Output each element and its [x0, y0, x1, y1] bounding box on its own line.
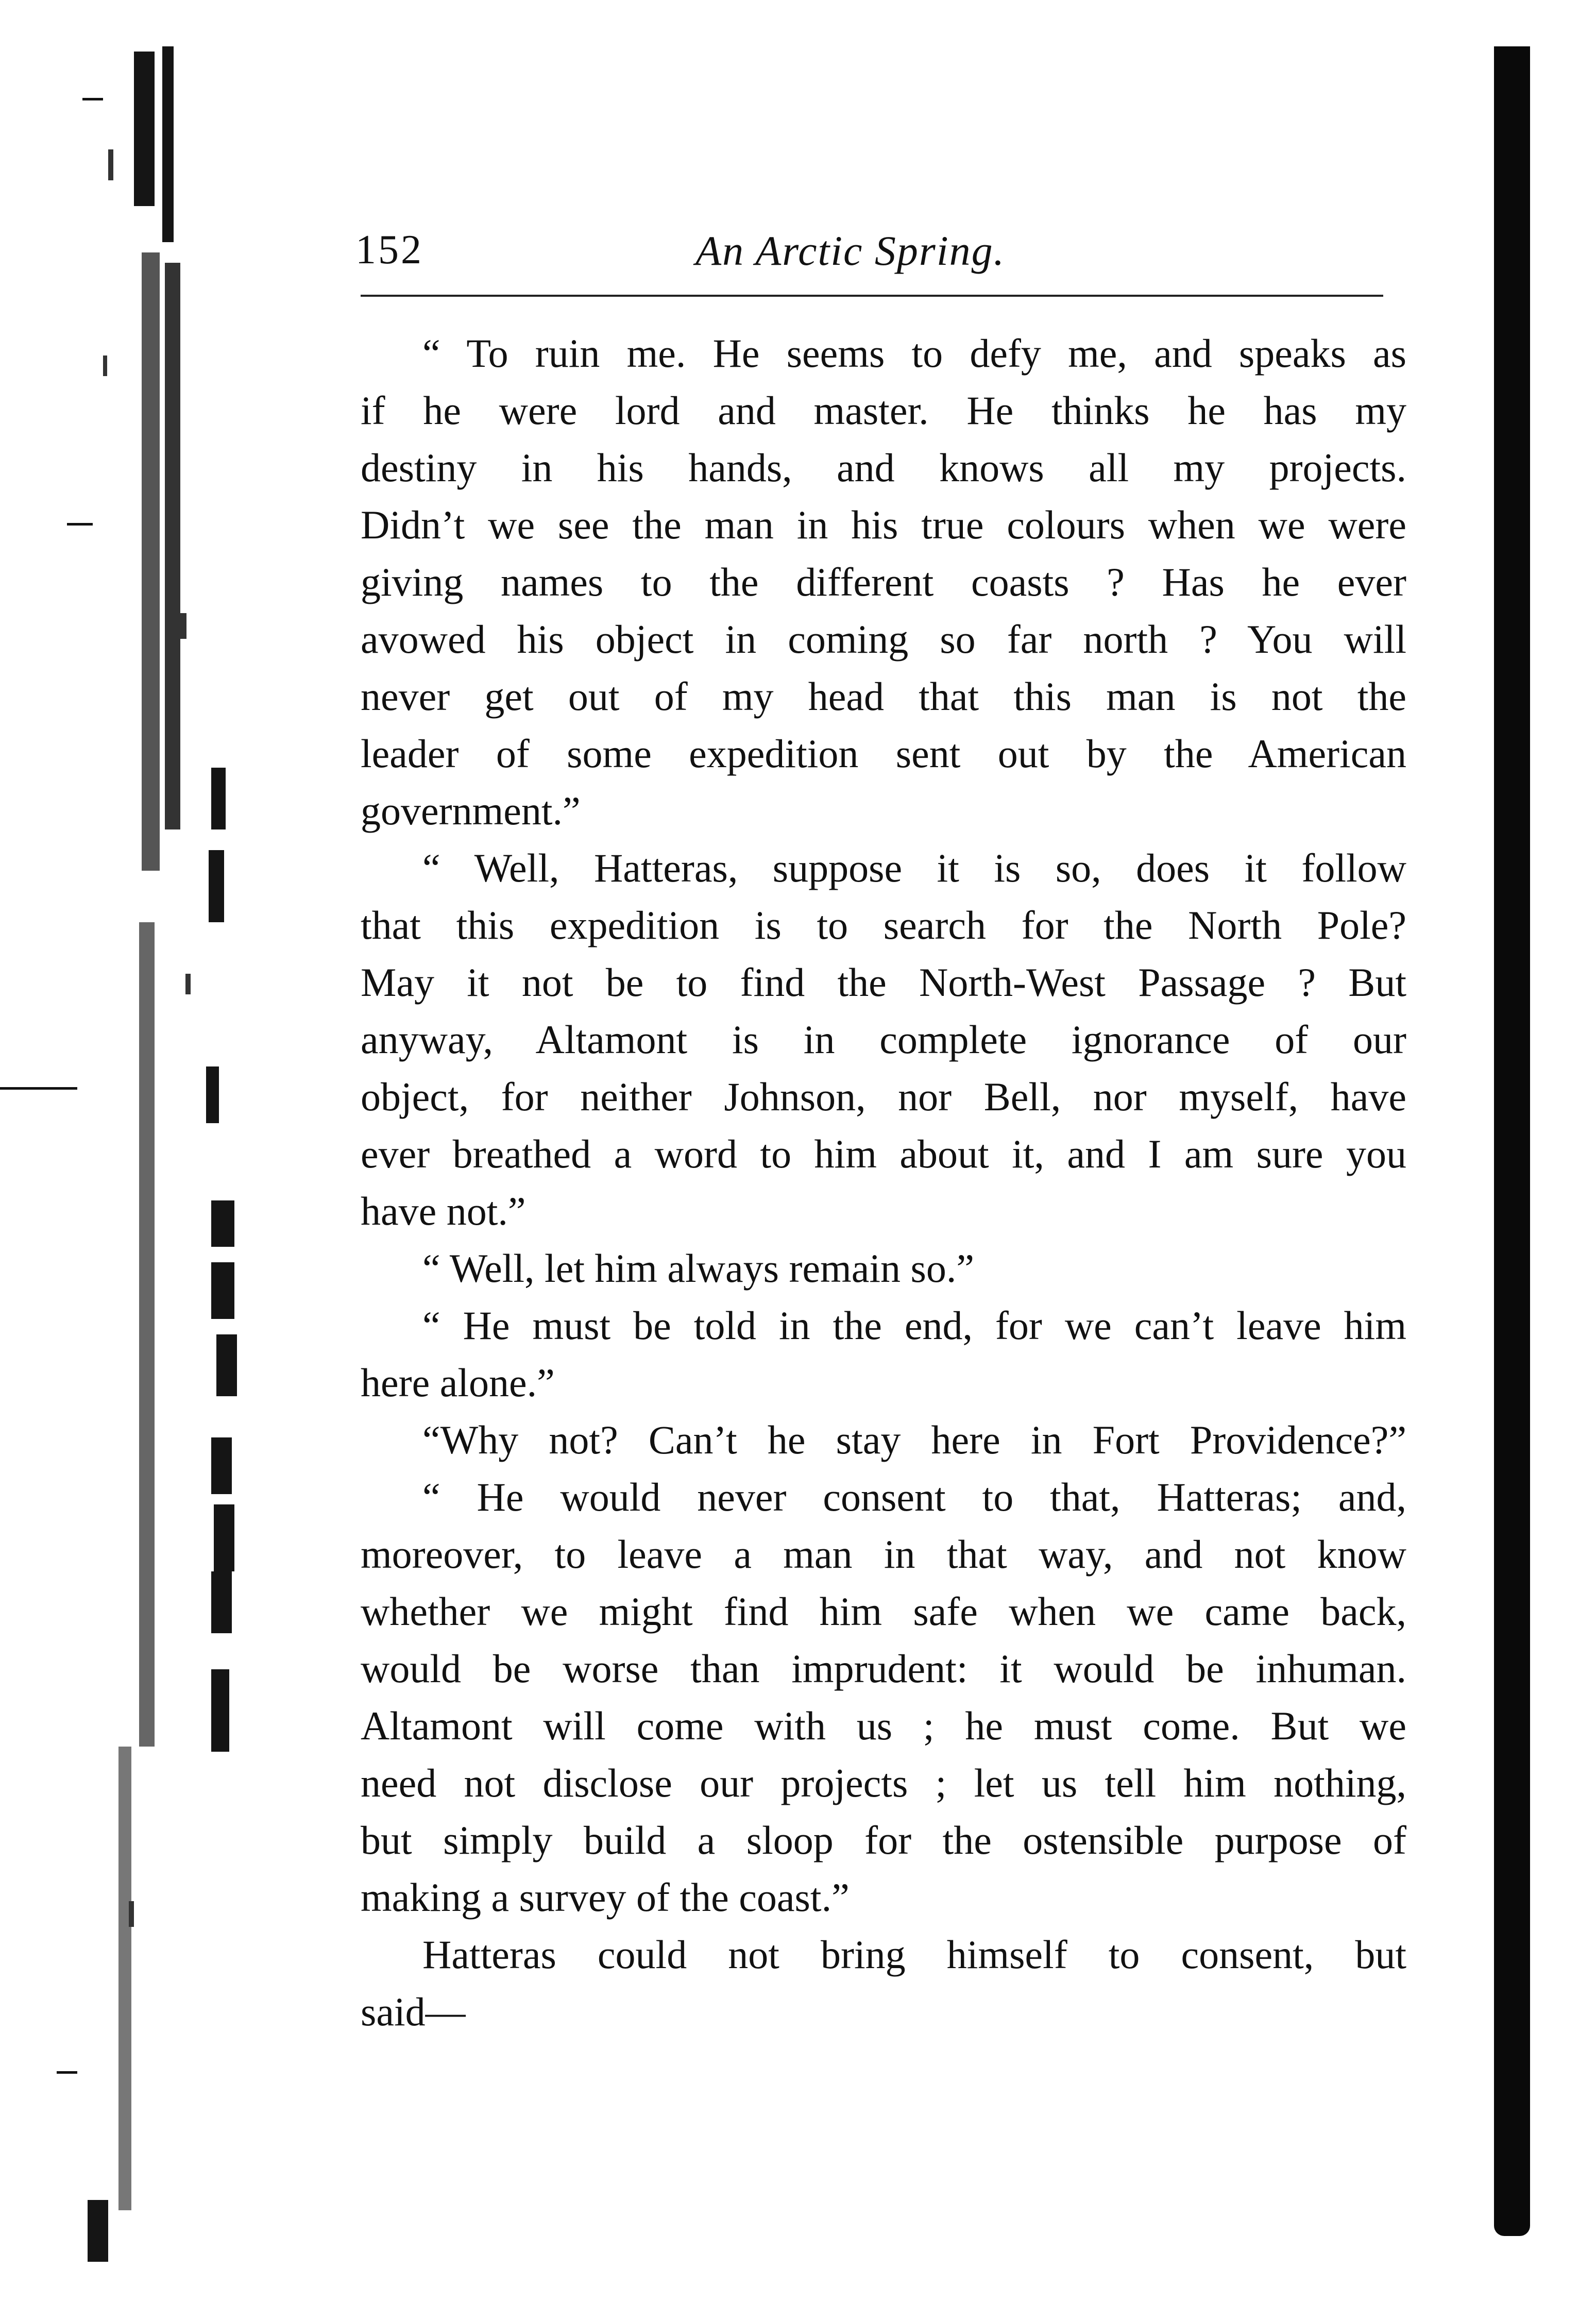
- text-line: “ To ruin me. He seems to defy me, and speaks as: [422, 331, 1406, 376]
- text-line: whether we might find him safe when we came back,: [361, 1589, 1406, 1634]
- header-rule: [361, 295, 1383, 297]
- page-edge-shadow: [1494, 46, 1530, 2236]
- gutter-rule-mid-1: [67, 523, 93, 526]
- text-line: Altamont will come with us ; he must come. But we: [361, 1703, 1406, 1748]
- text-line: need not disclose our projects ; let us tell him nothing,: [361, 1760, 1406, 1805]
- gutter-rule-mid-2: [0, 1087, 77, 1090]
- gutter-rule-top: [82, 98, 103, 100]
- text-line: moreover, to leave a man in that way, and not know: [361, 1532, 1406, 1577]
- running-head: [355, 216, 1386, 289]
- running-title: An Arctic Spring.: [695, 227, 1006, 274]
- text-line: May it not be to find the North-West Passage ? But: [361, 960, 1406, 1005]
- text-line: object, for neither Johnson, nor Bell, nor myself, have: [361, 1074, 1406, 1119]
- text-line: anyway, Altamont is in complete ignorance of our: [361, 1017, 1406, 1062]
- text-line: avowed his object in coming so far north ? You will: [361, 617, 1406, 662]
- text-line: have not.”: [361, 1189, 526, 1233]
- body-text: [361, 325, 1406, 2040]
- text-line: destiny in his hands, and knows all my projects.: [361, 445, 1406, 490]
- text-line: never get out of my head that this man is not the: [361, 674, 1406, 719]
- text-line: “ He must be told in the end, for we can’t leave him: [422, 1303, 1406, 1348]
- text-line: ever breathed a word to him about it, and I am sure you: [361, 1131, 1406, 1176]
- text-line: if he were lord and master. He thinks he has my: [361, 388, 1406, 433]
- text-line: said—: [361, 1989, 466, 2034]
- text-line: “ Well, Hatteras, suppose it is so, does it follow: [422, 845, 1406, 890]
- text-line: but simply build a sloop for the ostensible purpose of: [361, 1818, 1406, 1862]
- text-line: here alone.”: [361, 1360, 555, 1405]
- gutter-rule-bottom: [57, 2071, 77, 2074]
- text-line: “ He would never consent to that, Hatteras; and,: [422, 1475, 1406, 1519]
- text-line: that this expedition is to search for the North Pole?: [361, 903, 1406, 947]
- text-line: leader of some expedition sent out by the American: [361, 731, 1406, 776]
- scanned-gutter-margin: [57, 46, 227, 2262]
- text-line: Hatteras could not bring himself to consent, but: [422, 1932, 1406, 1977]
- text-line: Didn’t we see the man in his true colours when we were: [361, 502, 1406, 547]
- text-line: government.”: [361, 788, 581, 833]
- text-line: “Why not? Can’t he stay here in Fort Providence?”: [422, 1417, 1406, 1462]
- text-line: would be worse than imprudent: it would be inhuman.: [361, 1646, 1406, 1691]
- text-line: “ Well, let him always remain so.”: [422, 1246, 974, 1291]
- text-line: making a survey of the coast.”: [361, 1875, 850, 1920]
- text-line: giving names to the different coasts ? Has he ever: [361, 560, 1406, 604]
- page-number: 152: [355, 227, 423, 273]
